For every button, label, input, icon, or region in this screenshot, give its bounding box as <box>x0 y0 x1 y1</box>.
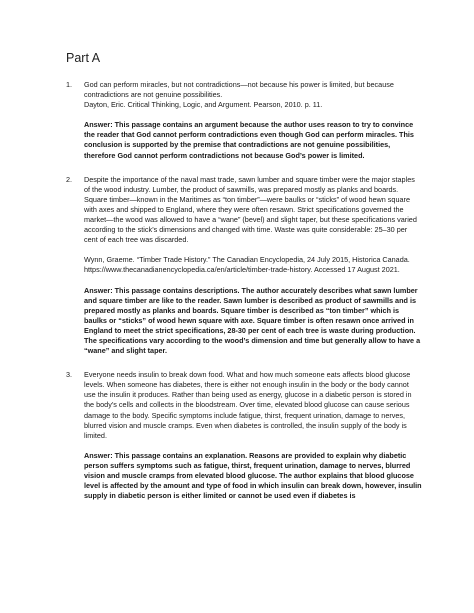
section-heading: Part A <box>66 51 101 65</box>
passage-text: Everyone needs insulin to break down food. What and how much someone eats affects blood glucose levels. When someone has diabetes, there is either not enough insulin in the body or the body cannot use the insulin it produces. Rather than being used as energy, glucose in a diabetic person is stored in the body’s cells and collects in the bloodstream. Over time, elevated blood glucose can cause serious damage to the body. Specific symptoms include fatigue, thirst, frequent urination, damage to nerves, blurred vision and muscle cramps. Even when diabetes is controlled, the insulin supply of the body is limited. <box>84 370 412 440</box>
item-number: 2. <box>66 174 73 184</box>
answer-text: Answer: This passage contains an explanation. Reasons are provided to explain why diabetic person suffers symptoms such as fatigue, thirst, frequent urination, damage to nerves, blurred vision and muscle cramps from elevated blood glucose. The author explains that blood glucose level is affected by the amount and type of food in which insulin can break down, however, insulin supply in diabetic person is either limited or cannot be used even if diabetes is <box>84 450 422 501</box>
passage-citation: Dayton, Eric. Critical Thinking, Logic, and Argument. Pearson, 2010. p. 11. <box>84 100 323 110</box>
list-item-1 <box>66 80 422 161</box>
passage-text: God can perform miracles, but not contradictions—not because his power is limited, but because contradictions are not genuine possibilities. <box>84 80 394 100</box>
list-item-2 <box>66 175 422 357</box>
answer-text: Answer: This passage contains an argument because the author uses reason to try to convince the reader that God cannot perform contradictions even though God can perform miracles. This conclusion is supported by the premise that contradictions are not genuine possibilities, therefore God cannot perform contradictions not because God’s power is limited. <box>84 120 414 160</box>
answer-text: Answer: This passage contains descriptions. The author accurately describes what sawn lumber and square timber are like to the reader. Sawn lumber is described as product of sawmills and is prepared mostly as planks and boards. Square timber is described as “ton timber” which is baulks or “sticks” of wood hewn square with axe. Square timber is often resawn once arrived in England to meet the strict specifications, 28-30 per cent of each tree is waste during production. The specifications vary according to the wood’s dimension and time but generally allow to have a “wane” and slight taper. <box>84 285 421 356</box>
document-body <box>66 80 422 501</box>
passage-text: Despite the importance of the naval mast trade, sawn lumber and square timber were the major staples of the wood industry. Lumber, the product of sawmills, was prepared mostly as planks and boards. Square timber—known in the Maritimes as “ton timber”—were baulks or “sticks” of wood hewn square with axes and shipped to England, where they were often resawn. Strict specifications governed the market—the wood was allowed to have a “wane” (bevel) and slight taper, but these specifications varied according to the stick’s dimensions and changed with time. Waste was quite considerable: 25–30 per cent of each tree was discarded. <box>84 174 417 245</box>
item-number: 1. <box>66 80 73 89</box>
item-number: 3. <box>66 370 73 380</box>
passage-citation: Wynn, Graeme. “Timber Trade History.” The Canadian Encyclopedia, 24 July 2015, Historica Canada. https://www.thecanadianencyclopedia.ca/en/article/timber-trade-history. Accessed 17 August 2021. <box>84 255 410 275</box>
list-item-3 <box>66 370 422 501</box>
